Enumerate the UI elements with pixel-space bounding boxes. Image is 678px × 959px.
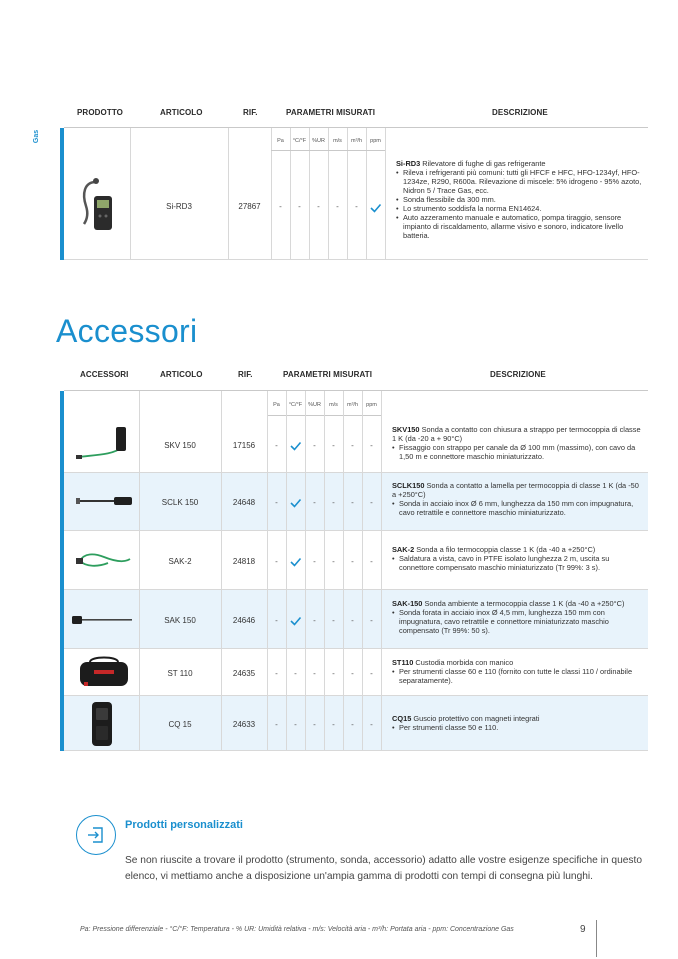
check-icon	[286, 615, 305, 627]
description-bullet: • Sonda in acciaio inox Ø 6 mm, lunghezza da 150 mm con impugnatura, cavo retrattile e connettore maschio miniaturizzato.	[392, 499, 642, 517]
param-value: -	[275, 557, 278, 566]
check-icon	[286, 440, 305, 452]
param-label-temp: °C/°F	[288, 402, 303, 408]
param-value: -	[332, 720, 335, 729]
description-bullet: • Sonda flessibile da 300 mm.	[396, 195, 642, 204]
acc-header-article: ARTICOLO	[160, 370, 203, 379]
si-rd3-detector-image	[74, 172, 124, 234]
description-title: Si-RD3	[396, 159, 421, 168]
param-value: -	[351, 557, 354, 566]
product-description	[392, 481, 642, 517]
param-value: -	[313, 616, 316, 625]
param-value: -	[275, 498, 278, 507]
param-value: -	[313, 557, 316, 566]
description-title: SCLK150	[392, 481, 425, 490]
param-label-ms: m/s	[329, 402, 338, 408]
product-description	[392, 545, 642, 572]
page-number: 9	[580, 924, 586, 935]
param-value: -	[355, 202, 358, 211]
param-value: -	[275, 441, 278, 450]
param-value: -	[351, 441, 354, 450]
param-label-pa: Pa	[273, 402, 280, 408]
custom-products-icon	[76, 815, 116, 855]
description-bullet: • Per strumenti classe 60 e 110 (fornito con tutte le classi 110 / ordinabile separatamente).	[392, 667, 642, 685]
footer-legend: Pa: Pressione differenziale - °C/°F: Temperatura - % UR: Umidità relativa - m/s: Velocità aria - m³/h: Portata aria - ppm: Concentrazione Gas	[80, 926, 514, 933]
login-arrow-icon	[76, 815, 116, 855]
description-intro: Rilevatore di fughe di gas refrigerante	[420, 159, 546, 168]
param-value: -	[313, 498, 316, 507]
divider	[290, 128, 291, 260]
description-bullet: • Lo strumento soddisfa la norma EN14624.	[396, 204, 642, 213]
ref-cell: 24635	[232, 669, 256, 678]
description-intro: Guscio protettivo con magneti integrati	[411, 714, 540, 723]
description-intro: Custodia morbida con manico	[413, 658, 514, 667]
divider	[328, 128, 329, 260]
description-bullet: • Saldatura a vista, cavo in PTFE isolato lunghezza 2 m, uscita su connettore compensato maschio miniaturizzato (Tr 99%: 3 s).	[392, 554, 642, 572]
description-intro: Sonda a contatto a lamella per termocoppia di classe 1 K (da -50 a +250°C)	[392, 481, 639, 499]
ref-cell: 17156	[232, 441, 256, 450]
description-bullet: • Sonda forata in acciaio inox Ø 4,5 mm, lunghezza 150 mm con impugnatura, cavo retrattile e connettore miniaturizzato maschio compensato (Tr 99%: 50 s).	[392, 608, 642, 635]
product-description	[396, 159, 642, 240]
ref-cell: 24646	[232, 616, 256, 625]
param-value: -	[370, 498, 373, 507]
param-value: -	[351, 720, 354, 729]
param-value: -	[275, 720, 278, 729]
gas-header-params: PARAMETRI MISURATI	[286, 108, 376, 117]
description-title: ST110	[392, 658, 414, 667]
description-bullet: • Per strumenti classe 50 e 110.	[392, 723, 642, 732]
article-cell: SCLK 150	[161, 498, 199, 507]
check-icon	[366, 202, 385, 214]
acc-header-ref: RIF.	[238, 370, 253, 379]
divider	[130, 128, 131, 260]
param-label-m3h: m³/h	[347, 402, 358, 408]
param-value: -	[370, 441, 373, 450]
acc-header-accessories: ACCESSORI	[80, 370, 129, 379]
param-label-rule	[271, 150, 385, 151]
param-value: -	[294, 720, 297, 729]
section-title-accessori: Accessori	[56, 313, 198, 349]
article-cell: ST 110	[167, 669, 193, 678]
param-label-temp: °C/°F	[292, 138, 307, 144]
param-value: -	[313, 720, 316, 729]
product-description	[392, 658, 642, 685]
param-value: -	[313, 441, 316, 450]
divider	[309, 128, 310, 260]
param-value: -	[351, 498, 354, 507]
gas-table	[64, 128, 648, 260]
param-value: -	[370, 557, 373, 566]
check-icon	[286, 497, 305, 509]
divider	[381, 391, 382, 751]
param-value: -	[332, 557, 335, 566]
param-value: -	[370, 720, 373, 729]
description-intro: Sonda a contatto con chiusura a strappo per termocoppia di classe 1 K (da -20 a + 90°C)	[392, 425, 641, 443]
description-title: CQ15	[392, 714, 412, 723]
param-value: -	[370, 669, 373, 678]
description-intro: Sonda ambiente a termocoppia classe 1 K (da -40 a +250°C)	[422, 599, 625, 608]
param-value: -	[294, 669, 297, 678]
custom-products-text: Se non riuscite a trovare il prodotto (strumento, sonda, accessorio) adatto alle vostre esigenze specifiche in questo elenco, vi mettiamo anche a disposizione un'ampia gamma di prodotti con tempi di consegna più lunghi.	[125, 855, 643, 882]
divider	[347, 128, 348, 260]
accessories-table	[64, 391, 648, 751]
description-bullet: • Auto azzeramento manuale e automatico, pompa tiraggio, sensore impianto di riscaldamento, allarme visivo e sonoro, indicatore livello batteria.	[396, 213, 642, 240]
param-label-pa: Pa	[277, 138, 284, 144]
custom-products-title: Prodotti personalizzati	[125, 819, 243, 831]
param-value: -	[279, 202, 282, 211]
description-intro: Sonda a filo termocoppia classe 1 K (da -40 a +250°C)	[414, 545, 596, 554]
page-divider	[596, 920, 597, 957]
article-cell: SKV 150	[164, 441, 196, 450]
param-value: -	[317, 202, 320, 211]
gas-side-label: Gas	[33, 129, 41, 144]
ref-cell: 24633	[232, 720, 256, 729]
param-value: -	[313, 669, 316, 678]
ref-cell: 27867	[238, 202, 261, 211]
param-value: -	[332, 441, 335, 450]
divider	[385, 128, 386, 260]
description-title: SAK-150	[392, 599, 423, 608]
article-cell: SAK-2	[168, 557, 192, 566]
sak2-probe-image	[74, 549, 134, 573]
st110-case-image	[76, 656, 132, 690]
article-cell: CQ 15	[168, 720, 192, 729]
ref-cell: 24648	[232, 498, 256, 507]
sclk150-probe-image	[74, 492, 134, 512]
param-value: -	[332, 616, 335, 625]
description-title: SAK-2	[392, 545, 415, 554]
ref-cell: 24818	[232, 557, 256, 566]
article-cell: SAK 150	[164, 616, 196, 625]
param-value: -	[370, 616, 373, 625]
param-label-ms: m/s	[333, 138, 342, 144]
param-value: -	[332, 498, 335, 507]
product-description	[392, 425, 642, 461]
param-value: -	[332, 669, 335, 678]
param-value: -	[298, 202, 301, 211]
gas-header-description: DESCRIZIONE	[492, 108, 548, 117]
divider	[271, 128, 272, 260]
check-icon	[286, 556, 305, 568]
param-label-m3h: m³/h	[351, 138, 362, 144]
param-label-ppm: ppm	[370, 138, 381, 144]
gas-header-product: PRODOTTO	[77, 108, 123, 117]
divider	[228, 128, 229, 260]
acc-header-params: PARAMETRI MISURATI	[283, 370, 373, 379]
param-value: -	[351, 616, 354, 625]
cq15-shell-image	[84, 700, 124, 748]
param-value: -	[351, 669, 354, 678]
gas-header-article: ARTICOLO	[160, 108, 203, 117]
product-description	[392, 599, 642, 635]
param-label-ur: %UR	[312, 138, 325, 144]
gas-header-ref: RIF.	[243, 108, 258, 117]
param-value: -	[275, 616, 278, 625]
sak150-probe-image	[70, 612, 134, 628]
param-value: -	[275, 669, 278, 678]
acc-header-description: DESCRIZIONE	[490, 370, 546, 379]
article-cell: Si-RD3	[166, 202, 192, 211]
param-label-ppm: ppm	[366, 402, 377, 408]
param-value: -	[336, 202, 339, 211]
description-bullet: • Fissaggio con strappo per canale da Ø 100 mm (massimo), con cavo da 1,50 m e connettore maschio miniaturizzato.	[392, 443, 642, 461]
param-label-ur: %UR	[308, 402, 321, 408]
divider	[366, 128, 367, 260]
description-title: SKV150	[392, 425, 420, 434]
skv150-probe-image	[74, 425, 134, 463]
product-description	[392, 714, 642, 732]
description-bullet: • Rileva i refrigeranti più comuni: tutti gli HFCF e HFC, HFO-1234yf, HFO-1234ze, R290, R600a. Rilevazione di miscele: 5% idrogeno - 95% azoto, Nidron 5 / Trace Gas, ecc.	[396, 168, 642, 195]
